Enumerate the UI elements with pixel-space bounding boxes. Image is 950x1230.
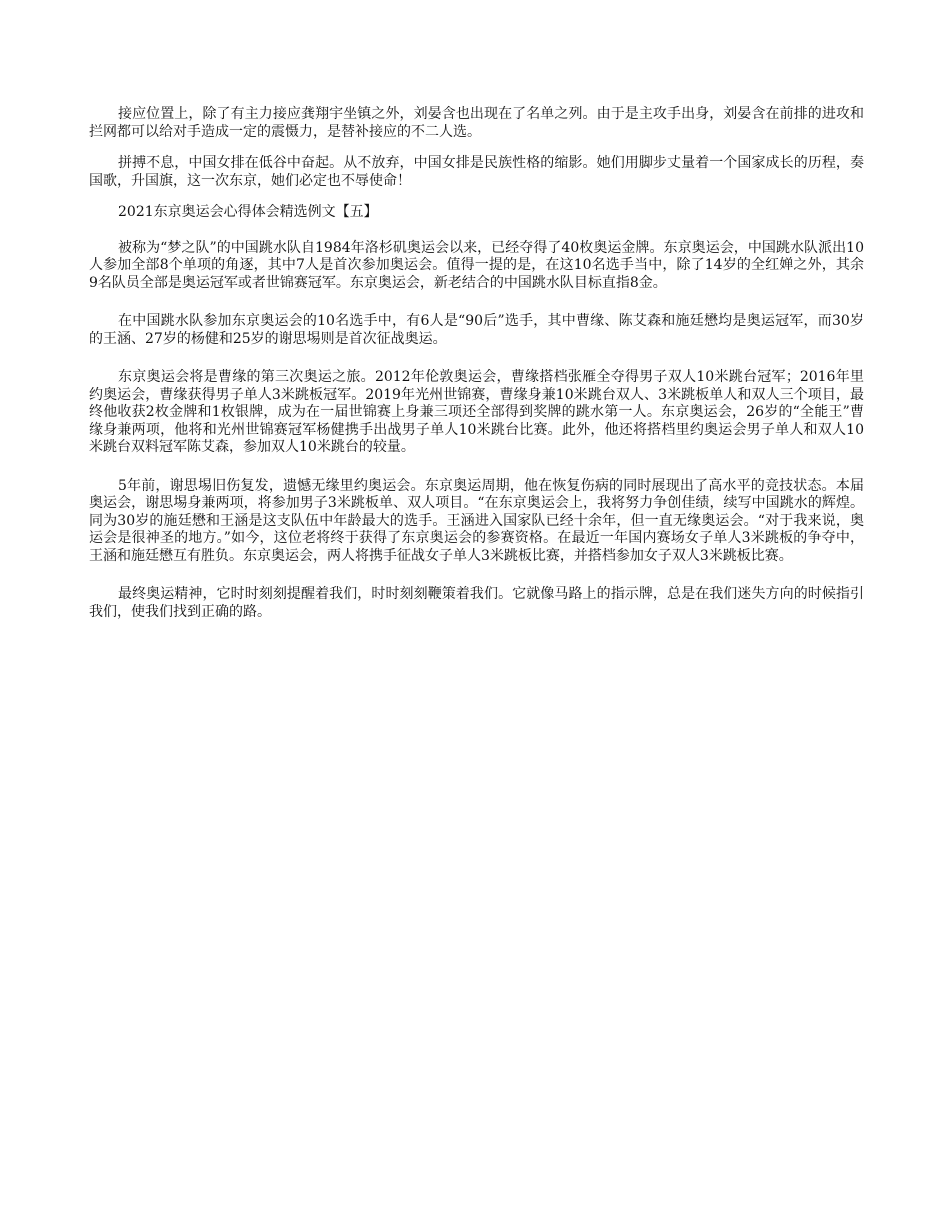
paragraph-post-90s-divers: 在中国跳水队参加东京奥运会的10名选手中，有6人是“90后”选手，其中曹缘、陈艾森和施廷懋均是奥运冠军，而30岁的王涵、27岁的杨健和25岁的谢思埸则是首次征战奥运。	[89, 313, 864, 347]
paragraph-olympic-spirit: 最终奥运精神，它时时刻刻提醒着我们，时时刻刻鞭策着我们。它就像马路上的指示牌，总是在我们迷失方向的时候指引我们，使我们找到正确的路。	[89, 586, 864, 620]
paragraph-xie-siyi: 5年前，谢思埸旧伤复发，遗憾无缘里约奥运会。东京奥运周期，他在恢复伤病的同时展现出了高水平的竞技状态。本届奥运会，谢思埸身兼两项，将参加男子3米跳板单、双人项目。“在东京奥运会上，我将努力争创佳绩，续写中国跳水的辉煌。同为30岁的施廷懋和王涵是这支队伍中年龄最大的选手。王涵进入国家队已经十余年，但一直无缘奥运会。“对于我来说，奥运会是很神圣的地方。”如今，这位老将终于获得了东京奥运会的参赛资格。在最近一年国内赛场女子单人3米跳板的争夺中，王涵和施廷懋互有胜负。东京奥运会，两人将携手征战女子单人3米跳板比赛，并搭档参加女子双人3米跳板比赛。	[89, 477, 864, 564]
paragraph-diving-team-intro: 被称为“梦之队”的中国跳水队自1984年洛杉矶奥运会以来，已经夺得了40枚奥运金牌。东京奥运会，中国跳水队派出10人参加全部8个单项的角逐，其中7人是首次参加奥运会。值得一提的是，在这10名选手当中，除了14岁的全红婵之外，其余9名队员全部是奥运冠军或者世锦赛冠军。东京奥运会，新老结合的中国跳水队目标直指8金。	[89, 239, 864, 291]
paragraph-volleyball-spirit: 拼搏不息，中国女排在低谷中奋起。从不放弃，中国女排是民族性格的缩影。她们用脚步丈量着一个国家成长的历程，奏国歌，升国旗，这一次东京，她们必定也不辱使命！	[89, 155, 864, 189]
section-heading: 2021东京奥运会心得体会精选例文【五】	[118, 204, 378, 220]
paragraph-cao-yuan: 东京奥运会将是曹缘的第三次奥运之旅。2012年伦敦奥运会，曹缘搭档张雁全夺得男子双人10米跳台冠军；2016年里约奥运会，曹缘获得男子单人3米跳板冠军。2019年光州世锦赛，曹缘身兼10米跳台双人、3米跳板单人和双人三个项目，最终他收获2枚金牌和1枚银牌，成为在一届世锦赛上身兼三项还全部得到奖牌的跳水第一人。东京奥运会，26岁的“全能王”曹缘身兼两项，他将和光州世锦赛冠军杨健携手出战男子单人10米跳台比赛。此外，他还将搭档里约奥运会男子单人和双人10米跳台双料冠军陈艾森，参加双人10米跳台的较量。	[89, 369, 864, 455]
document-body	[89, 106, 864, 621]
paragraph-receiver-position: 接应位置上，除了有主力接应龚翔宇坐镇之外，刘晏含也出现在了名单之列。由于是主攻手出身，刘晏含在前排的进攻和拦网都可以给对手造成一定的震慑力，是替补接应的不二人选。	[89, 106, 864, 140]
